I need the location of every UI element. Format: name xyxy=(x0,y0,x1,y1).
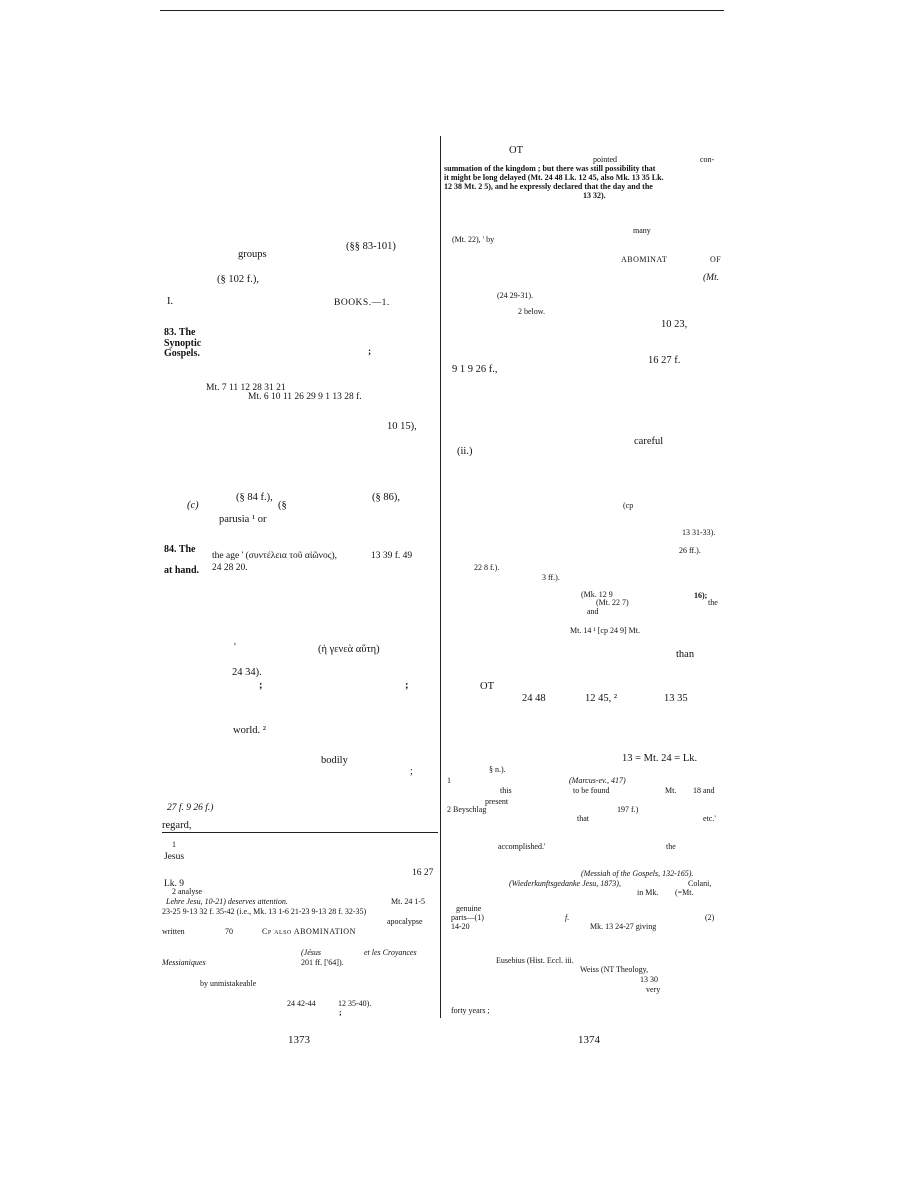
text-line: 27 f. 9 26 f.) xyxy=(167,803,214,813)
side-heading-line: Gospels. xyxy=(164,348,200,359)
footnote-text: 1 xyxy=(447,776,451,785)
footnote-text: et les Croyances xyxy=(364,948,417,957)
text-line: world. ² xyxy=(233,725,266,736)
footnote-text: etc.' xyxy=(703,814,716,823)
text-line: (ii.) xyxy=(457,446,473,457)
column-divider xyxy=(440,136,441,1018)
text-line: (Mt. xyxy=(703,273,720,283)
page-number-left: 1373 xyxy=(288,1034,310,1046)
footnote-text: in Mk. xyxy=(637,888,659,897)
text-line: parusia ¹ or xyxy=(219,514,267,525)
footnote-text: 13 = Mt. 24 = Lk. xyxy=(622,753,698,764)
text-line: 13 39 f. 49 xyxy=(371,551,413,561)
footnote-text: 13 30 xyxy=(640,975,658,984)
footnote-text: this xyxy=(500,786,512,795)
footnote-text: 2 Beyschlag xyxy=(447,805,487,814)
text-line: (24 29-31). xyxy=(497,291,533,300)
text-line: (cp xyxy=(623,501,634,510)
top-rule xyxy=(160,10,724,11)
footnote-text: Messianiques xyxy=(162,958,206,967)
footnote-text: 197 f.) xyxy=(617,805,639,814)
footnote-text: Weiss (NT Theology, xyxy=(580,965,649,974)
text-line: (§ 84 f.), xyxy=(236,492,273,503)
footnote-text: Mk. 13 24-27 giving xyxy=(590,922,657,931)
text-line: (§ 102 f.), xyxy=(217,274,259,285)
footnote-text: 70 xyxy=(225,927,233,936)
text-line: 9 1 9 26 f., xyxy=(452,364,498,375)
text-line: Mt. 14 ¹ [cp 24 9] Mt. xyxy=(570,626,640,635)
text-line: (Mk. 12 9 xyxy=(581,590,613,599)
text-line: ; xyxy=(405,680,409,691)
text-line: ABOMINAT xyxy=(621,255,668,264)
footnote-text: to be found xyxy=(573,786,610,795)
text-line: it might be long delayed (Mt. 24 48 Lk. 12 45, also Mk. 13 35 Lk. xyxy=(444,173,664,182)
footnote-text: Jesus xyxy=(164,852,185,862)
text-line: 24 34). xyxy=(232,667,262,678)
text-line: ' xyxy=(234,642,236,653)
text-line: OT xyxy=(509,145,523,156)
footnote-text: apocalypse xyxy=(387,917,423,926)
text-line: 2 below. xyxy=(518,307,546,316)
footnote-text: that xyxy=(577,814,589,823)
footnote-text: forty years ; xyxy=(451,1006,490,1015)
footnote-text: very xyxy=(646,985,661,994)
footnote-text: 2 analyse xyxy=(172,887,202,896)
text-line: 16 27 f. xyxy=(648,355,681,366)
footnote-text: (2) xyxy=(705,913,715,922)
text-line: (§§ 83-101) xyxy=(346,241,396,252)
footnote-text: Lk. 9 xyxy=(164,879,185,889)
text-line: bodily xyxy=(321,755,348,766)
text-line: regard, xyxy=(162,820,192,831)
text-line: 10 23, xyxy=(661,319,688,330)
side-heading-line: 84. The xyxy=(164,544,196,555)
footnote-text: 1 xyxy=(172,840,176,849)
text-line: Mt. 6 10 11 26 29 9 1 13 28 f. xyxy=(248,392,362,402)
footnote-text: Mt. xyxy=(665,786,677,795)
footnote-text: written xyxy=(162,927,185,936)
text-line: 26 ff.). xyxy=(679,546,701,555)
text-line: 3 ff.). xyxy=(542,573,560,582)
text-line: OT xyxy=(480,681,494,692)
footnote-text: the xyxy=(666,842,676,851)
footnote-text: (Wiederkunftsgedanke Jesu, 1873), xyxy=(509,879,621,888)
side-heading-83 xyxy=(164,328,201,360)
text-line: careful xyxy=(634,436,664,447)
text-line: 16); xyxy=(694,591,708,600)
text-line: (§ 86), xyxy=(372,492,400,503)
text-line: groups xyxy=(238,249,267,260)
footnote-text: 14-20 xyxy=(451,922,470,931)
text-line: and xyxy=(587,607,599,616)
footnote-text: 18 and xyxy=(693,786,715,795)
footnote-text: present xyxy=(485,797,509,806)
text-line: 13 35 xyxy=(664,693,688,704)
footnote-text: genuine xyxy=(456,904,482,913)
footnote-text: parts—(1) xyxy=(451,913,484,922)
footnote-text: 12 35-40). xyxy=(338,999,372,1008)
footnote-text: 23-25 9-13 32 f. 35-42 (i.e., Mk. 13 1-6 21-23 9-13 28 f. 32-35) xyxy=(162,907,367,916)
footnote-text: Lehre Jesu, 10-21) deserves attention. xyxy=(166,897,288,906)
text-line: (c) xyxy=(187,500,199,511)
side-heading-line: at hand. xyxy=(164,564,200,576)
footnote-text: § n.). xyxy=(489,765,506,774)
text-line: 24 48 xyxy=(522,693,546,704)
footnote-text: accomplished.' xyxy=(498,842,546,851)
footnote-text: by unmistakeable xyxy=(200,979,257,988)
footnote-text: ; xyxy=(339,1008,342,1017)
text-line: OF xyxy=(710,255,722,264)
side-heading-84 xyxy=(164,545,199,576)
page-number-right: 1374 xyxy=(578,1034,600,1046)
footnote-text: (Jésus xyxy=(301,948,321,957)
text-line: (Mt. 22), ' by xyxy=(452,235,495,244)
footnote-text: Cp also ABOMINATION xyxy=(262,927,356,936)
text-line: Mt. 7 11 12 28 31 21 xyxy=(206,383,286,393)
text-line: 13 32). xyxy=(583,191,606,200)
side-heading-line: Synoptic xyxy=(164,337,202,349)
text-line: the xyxy=(708,598,718,607)
text-line: 24 28 20. xyxy=(212,563,248,573)
text-line: (Mt. 22 7) xyxy=(596,598,629,607)
footnote-text: 201 ff. ['64]). xyxy=(301,958,344,967)
text-line: BOOKS.—1. xyxy=(334,298,390,308)
text-line: ; xyxy=(410,766,413,777)
text-line: ; xyxy=(368,347,372,357)
text-line: 10 15), xyxy=(387,421,417,432)
footnote-text: Colani, xyxy=(688,879,712,888)
text-line: ; xyxy=(259,680,263,691)
footnote-text: Eusebius (Hist. Eccl. iii. xyxy=(496,956,574,965)
side-heading-line: 83. The xyxy=(164,327,196,338)
footnote-text: Mt. 24 1-5 xyxy=(391,897,425,906)
text-line: (ἡ γενεὰ αὕτη) xyxy=(318,644,380,655)
text-line: 13 31-33). xyxy=(682,528,716,537)
text-line: 22 8 f.). xyxy=(474,563,500,572)
text-line: many xyxy=(633,226,651,235)
footnote-text: 24 42-44 xyxy=(287,999,316,1008)
text-line: summation of the kingdom ; but there was still possibility that xyxy=(444,164,656,173)
footnote-rule xyxy=(162,832,438,833)
footnote-text: (Marcus-ev., 417) xyxy=(569,776,626,785)
text-line: I. xyxy=(167,296,174,307)
footnote-text: (=Mt. xyxy=(675,888,694,897)
text-line: con- xyxy=(700,155,715,164)
text-line: 12 38 Mt. 2 5), and he expressly declared that the day and the xyxy=(444,182,653,191)
footnote-text: f. xyxy=(565,913,570,922)
footnote-text: 16 27 xyxy=(412,868,434,878)
text-line: the age ' (συντέλεια τοῦ αἰῶνος), xyxy=(212,551,337,561)
text-line: than xyxy=(676,649,695,660)
text-line: 12 45, ² xyxy=(585,693,618,704)
footnote-text: (Messiah of the Gospels, 132-165). xyxy=(581,869,694,878)
text-line: pointed xyxy=(593,155,617,164)
text-line: (§ xyxy=(278,500,287,511)
